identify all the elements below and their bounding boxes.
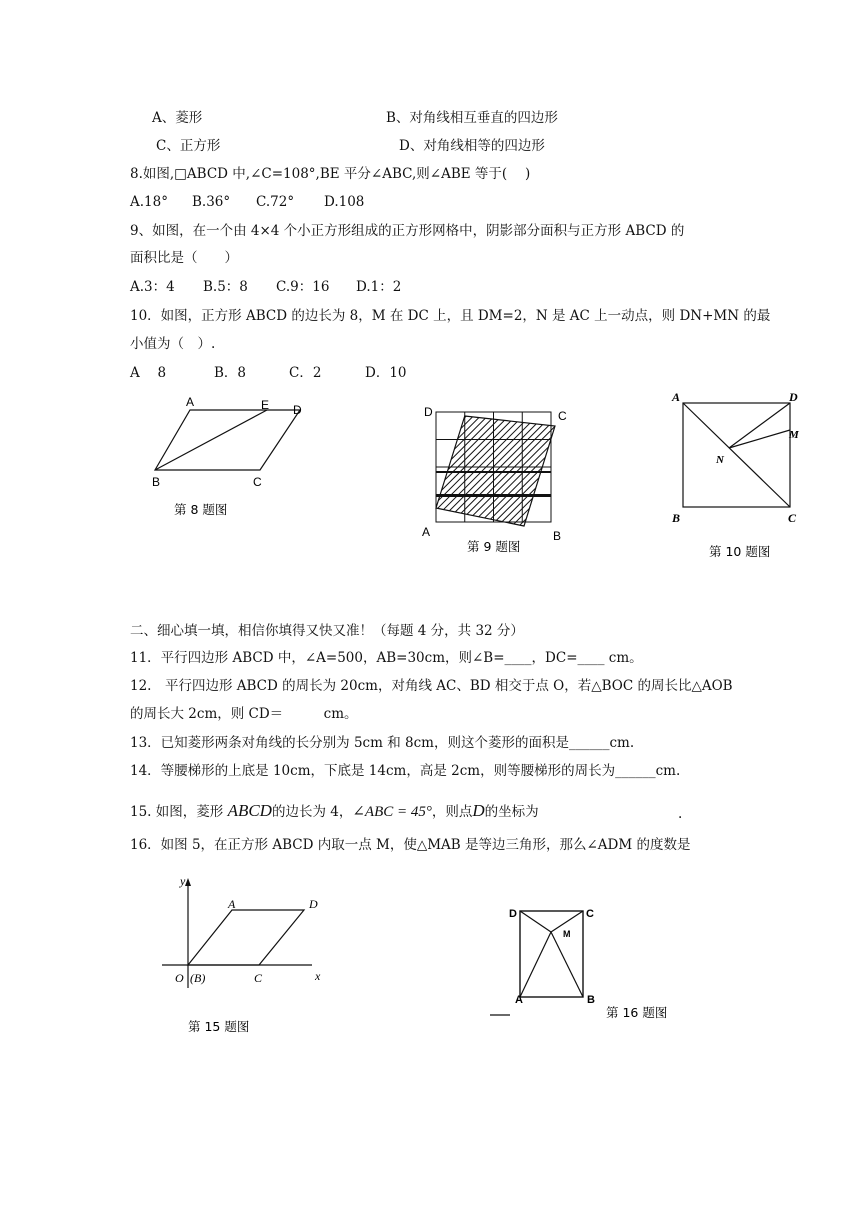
label-c: C: [788, 511, 797, 525]
label-d: D: [309, 897, 318, 911]
label-y: y: [180, 874, 186, 888]
q15-math-angle: ∠ABC = 45°: [352, 804, 432, 820]
label-a: A: [228, 897, 236, 911]
label-c: C: [253, 475, 262, 489]
label-d: D: [509, 908, 517, 920]
q15-part4: 的坐标为: [484, 804, 539, 820]
label-a: A: [422, 525, 431, 539]
label-b: B: [672, 511, 681, 525]
q14-text: 14．等腰梯形的上底是 10cm，下底是 14cm，高是 2cm，则等腰梯形的周长为______cm.: [130, 763, 681, 779]
q9-stem-line1: 9、如图，在一个由 4×4 个小正方形组成的正方形网格中，阴影部分面积与正方形 ABCD 的: [130, 223, 685, 239]
q11-text: 11．平行四边形 ABCD 中，∠A=500，AB=30cm，则∠B=____，DC=____ cm。: [130, 650, 643, 666]
square-abcd: [520, 911, 583, 997]
q12-line1: 12. 平行四边形 ABCD 的周长为 20cm，对角线 AC、BD 相交于点 O，若△BOC 的周长比△AOB: [130, 678, 733, 694]
q8-option-b: B.36°: [192, 194, 231, 210]
q10-option-a: A 8: [130, 365, 167, 381]
q7-option-b: B、对角线相互垂直的四边形: [386, 110, 558, 126]
q15-part1: 15. 如图，菱形: [130, 804, 228, 820]
section-2-heading: 二、细心填一填，相信你填得又快又准！（每题 4 分，共 32 分）: [130, 623, 524, 639]
q15-text: [130, 802, 539, 821]
q8-option-c: C.72°: [256, 194, 295, 210]
label-c: C: [254, 971, 263, 985]
label-b: (B): [190, 971, 206, 985]
q15-part3: ，则点: [431, 804, 473, 820]
label-m: M: [789, 429, 799, 441]
q8-stem: 8.如图,□ABCD 中,∠C=108°,BE 平分∠ABC,则∠ABE 等于( ): [130, 166, 531, 182]
figure-9-caption: 第 9 题图: [467, 539, 521, 554]
label-n: N: [716, 454, 724, 466]
q9-stem-line2: 面积比是（ ）: [130, 250, 238, 266]
q10-option-b: B．8: [214, 365, 247, 381]
q7-option-a: A、菱形: [152, 110, 203, 126]
q15-part2: 的边长为 4，: [271, 804, 353, 820]
figure-16-caption: 第 16 题图: [606, 1005, 668, 1020]
q9-option-b: B.5：8: [203, 279, 248, 295]
q8-option-a: A.18°: [130, 194, 168, 210]
label-b: B: [152, 475, 161, 489]
q10-option-c: C．2: [289, 365, 322, 381]
label-d: D: [789, 390, 798, 404]
q12-line2: 的周长大 2cm，则 CD＝ cm。: [130, 706, 358, 722]
parallelogram-abcd: [155, 410, 300, 470]
q9-option-c: C.9：16: [276, 279, 330, 295]
label-x: x: [315, 969, 321, 983]
label-b: B: [553, 529, 562, 543]
figure-8: [140, 390, 340, 530]
q15-math-d: D: [472, 801, 485, 820]
diagonal-ac: [683, 403, 790, 507]
q10-stem-line1: 10．如图，正方形 ABCD 的边长为 8，M 在 DC 上，且 DM=2，N 是 AC 上一动点，则 DN+MN 的最: [130, 308, 771, 324]
label-c: C: [558, 409, 567, 423]
label-c: C: [586, 908, 594, 920]
label-a: A: [672, 390, 681, 404]
figure-10-caption: 第 10 题图: [709, 544, 771, 559]
segment-be: [155, 410, 267, 470]
label-a: A: [186, 395, 195, 409]
q15-end-period: .: [678, 806, 683, 822]
q15-math-abcd: ABCD: [227, 801, 272, 820]
label-d: D: [293, 403, 302, 417]
rhombus-abcd: [188, 910, 304, 965]
q16-text: 16．如图 5，在正方形 ABCD 内取一点 M，使△MAB 是等边三角形，那么∠ADM 的度数是: [130, 837, 691, 853]
label-a: A: [515, 994, 523, 1006]
label-d: D: [424, 405, 433, 419]
q9-option-a: A.3：4: [130, 279, 175, 295]
figure-16: [488, 904, 688, 1028]
label-o: O: [175, 971, 184, 985]
q7-option-c: C、正方形: [156, 138, 221, 154]
q10-option-d: D．10: [365, 365, 407, 381]
figure-10: [666, 386, 816, 566]
y-axis-arrow: [185, 878, 191, 886]
q8-option-d: D.108: [324, 194, 365, 210]
figure-8-caption: 第 8 题图: [174, 502, 228, 517]
label-e: E: [261, 398, 270, 412]
q9-option-d: D.1：2: [356, 279, 402, 295]
q10-stem-line2: 小值为（ ）.: [130, 336, 216, 352]
label-b: B: [587, 994, 595, 1006]
figure-15: [160, 868, 340, 1038]
q7-option-d: D、对角线相等的四边形: [399, 138, 545, 154]
q13-text: 13．已知菱形两条对角线的长分别为 5cm 和 8cm，则这个菱形的面积是______cm.: [130, 735, 635, 751]
segment-dn: [729, 403, 790, 448]
figure-9: [418, 400, 588, 560]
segment-nm: [729, 430, 790, 448]
figure-15-caption: 第 15 题图: [188, 1019, 250, 1034]
label-m: M: [563, 929, 571, 939]
